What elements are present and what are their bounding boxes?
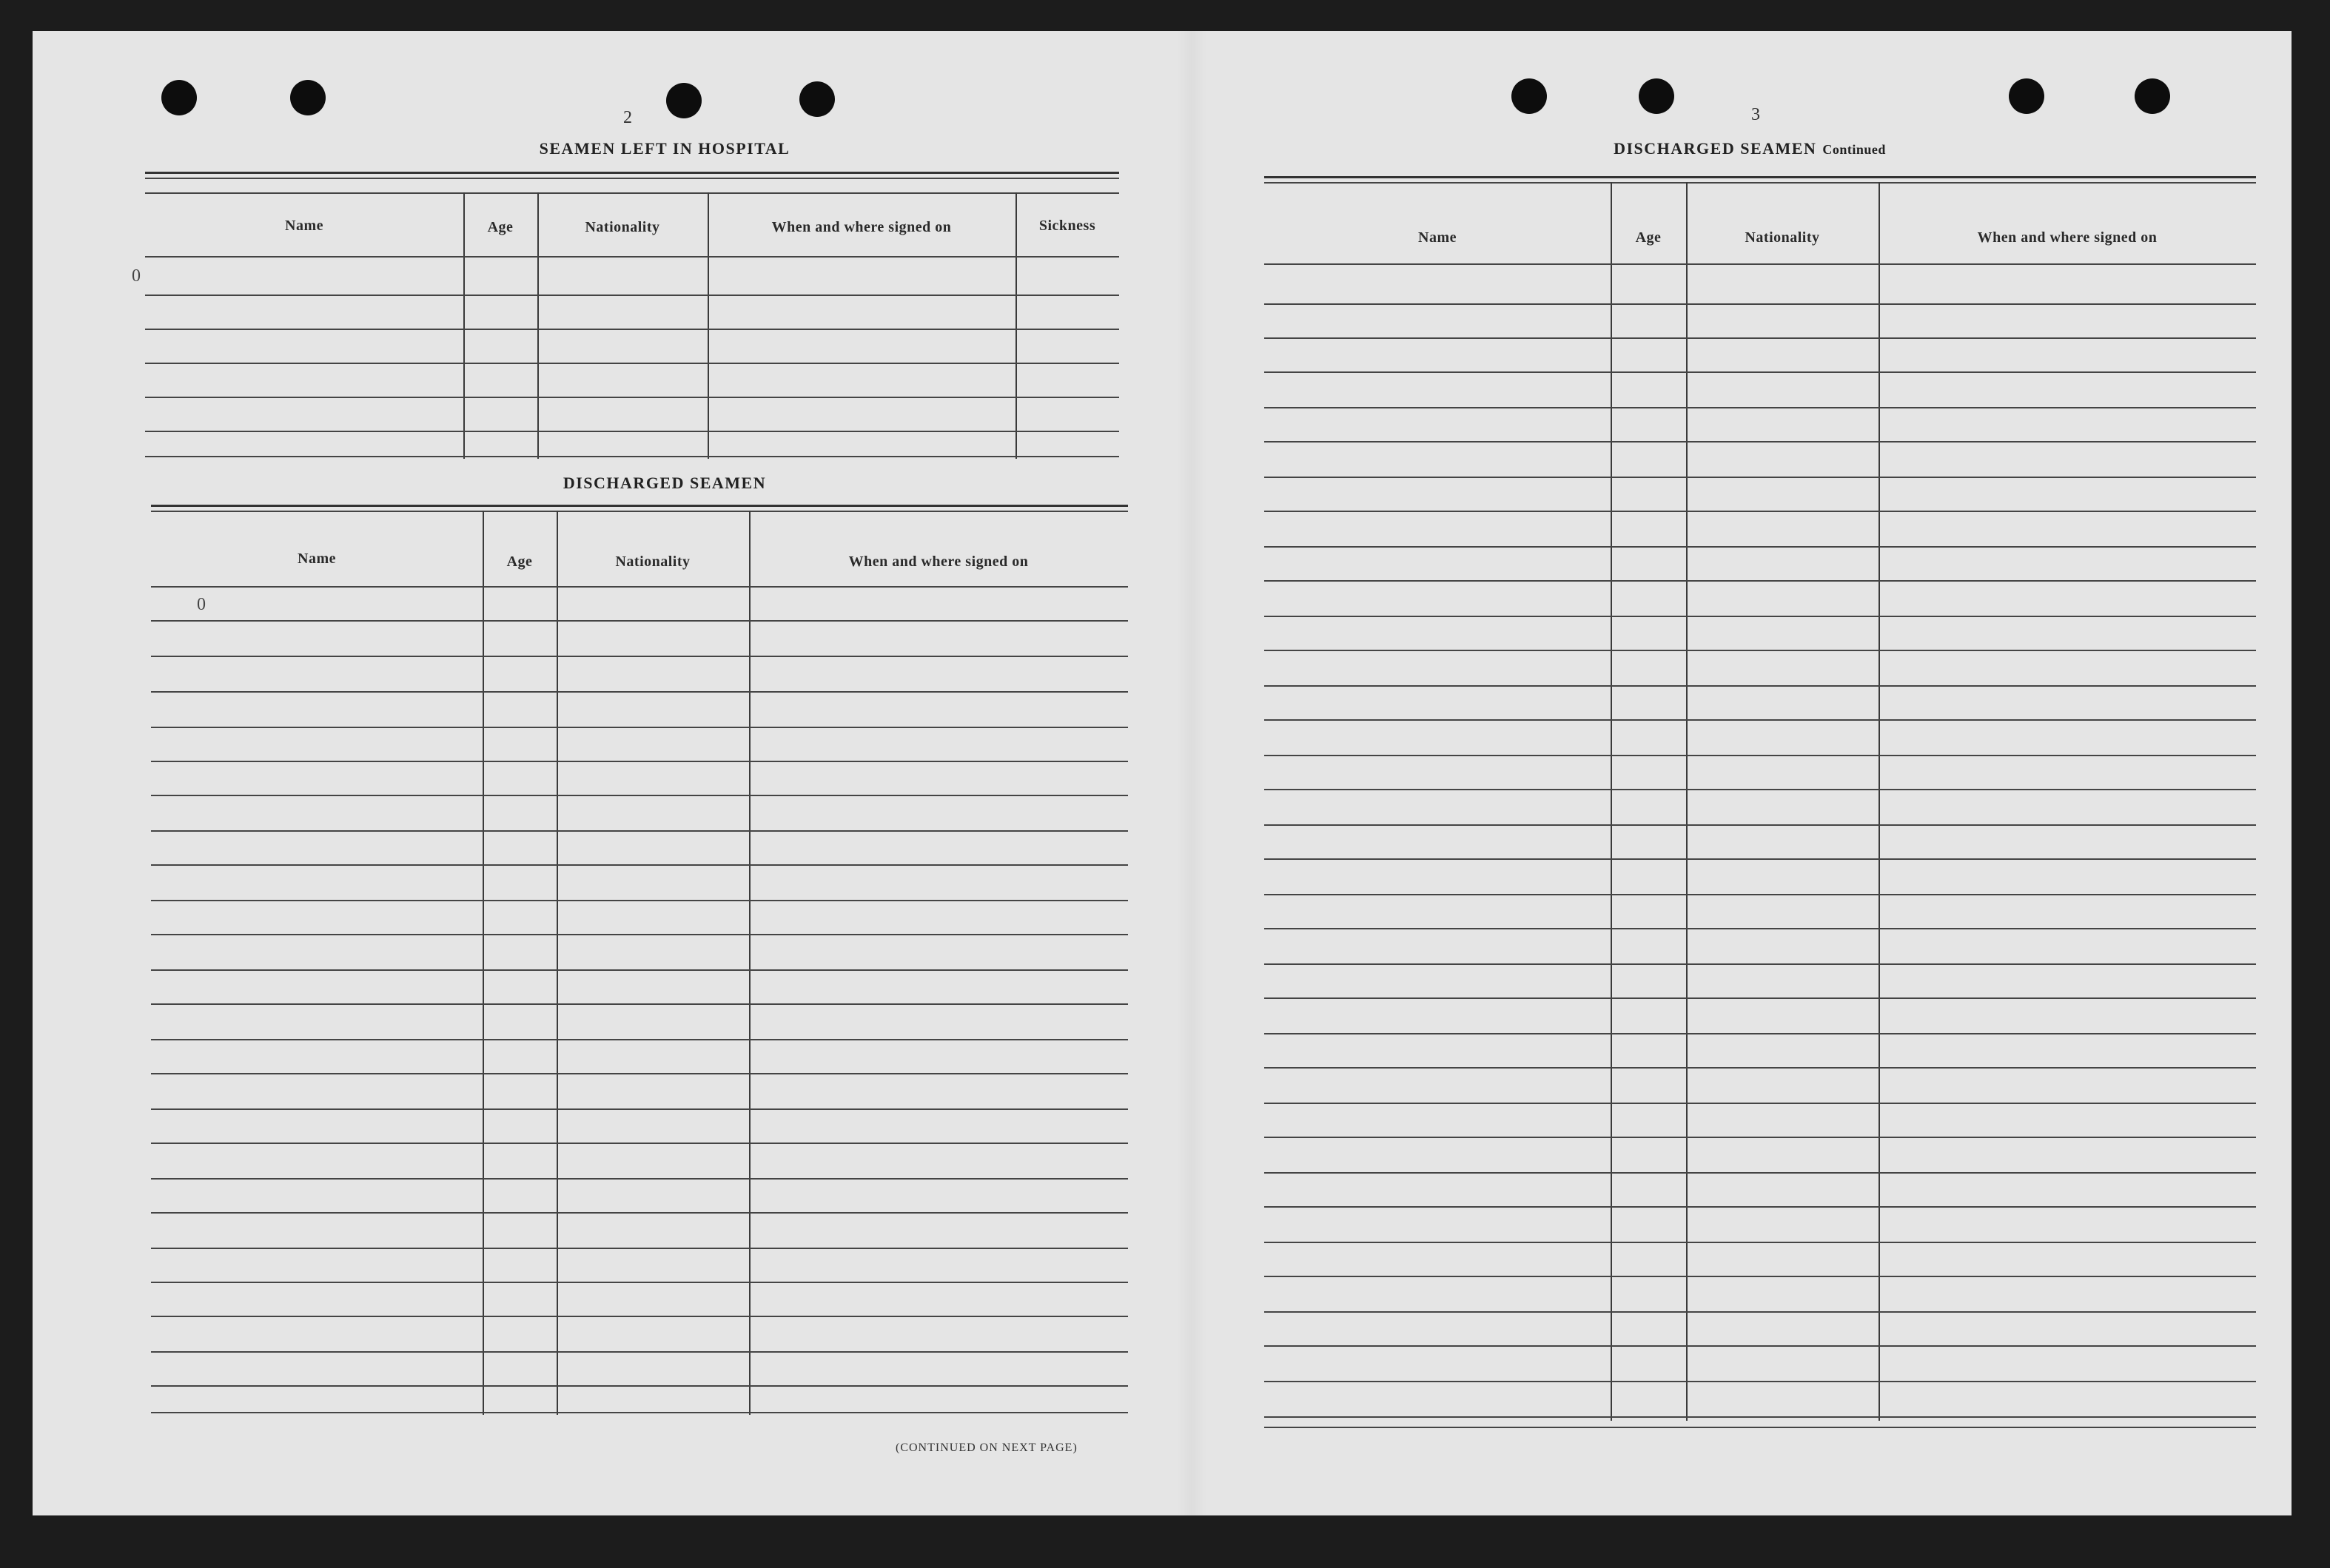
document-spread — [33, 31, 2292, 1515]
column-header-name: Name — [298, 551, 336, 567]
row-mark: 0 — [132, 266, 141, 286]
punch-hole — [290, 80, 326, 115]
column-header-age: Age — [1635, 229, 1662, 246]
column-header-age: Age — [506, 553, 533, 570]
column-header-nationality: Nationality — [615, 553, 691, 570]
column-header-when-where: When and where signed on — [848, 553, 1029, 570]
punch-hole — [2009, 78, 2044, 114]
column-header-sickness: Sickness — [1038, 218, 1096, 234]
punch-hole — [799, 81, 835, 117]
continued-note: (CONTINUED ON NEXT PAGE) — [896, 1441, 1078, 1454]
punch-hole — [666, 83, 702, 118]
row-mark: 0 — [197, 595, 206, 614]
discharged-table — [151, 505, 1128, 1433]
discharged-section-title: DISCHARGED SEAMEN — [563, 474, 767, 492]
punch-hole — [2135, 78, 2170, 114]
page-fold — [1177, 31, 1206, 1515]
column-header-when-where: When and where signed on — [771, 219, 952, 235]
discharged-continued-title — [1528, 139, 1972, 158]
hospital-table — [132, 172, 1119, 459]
title-suffix: Continued — [1822, 142, 1886, 157]
column-header-nationality: Nationality — [1745, 229, 1820, 246]
column-header-name: Name — [285, 218, 323, 234]
column-header-name: Name — [1418, 229, 1457, 246]
punch-hole — [161, 80, 197, 115]
punch-hole — [1511, 78, 1547, 114]
column-header-age: Age — [487, 219, 514, 235]
page-number: 3 — [1751, 105, 1760, 124]
page-number: 2 — [623, 108, 632, 127]
column-header-nationality: Nationality — [585, 219, 660, 235]
title-text: DISCHARGED SEAMEN — [1614, 139, 1817, 158]
hospital-section-title: SEAMEN LEFT IN HOSPITAL — [539, 139, 790, 158]
discharged-continued-table — [1264, 176, 2256, 1434]
column-header-when-where: When and where signed on — [1977, 229, 2158, 246]
punch-hole — [1639, 78, 1674, 114]
